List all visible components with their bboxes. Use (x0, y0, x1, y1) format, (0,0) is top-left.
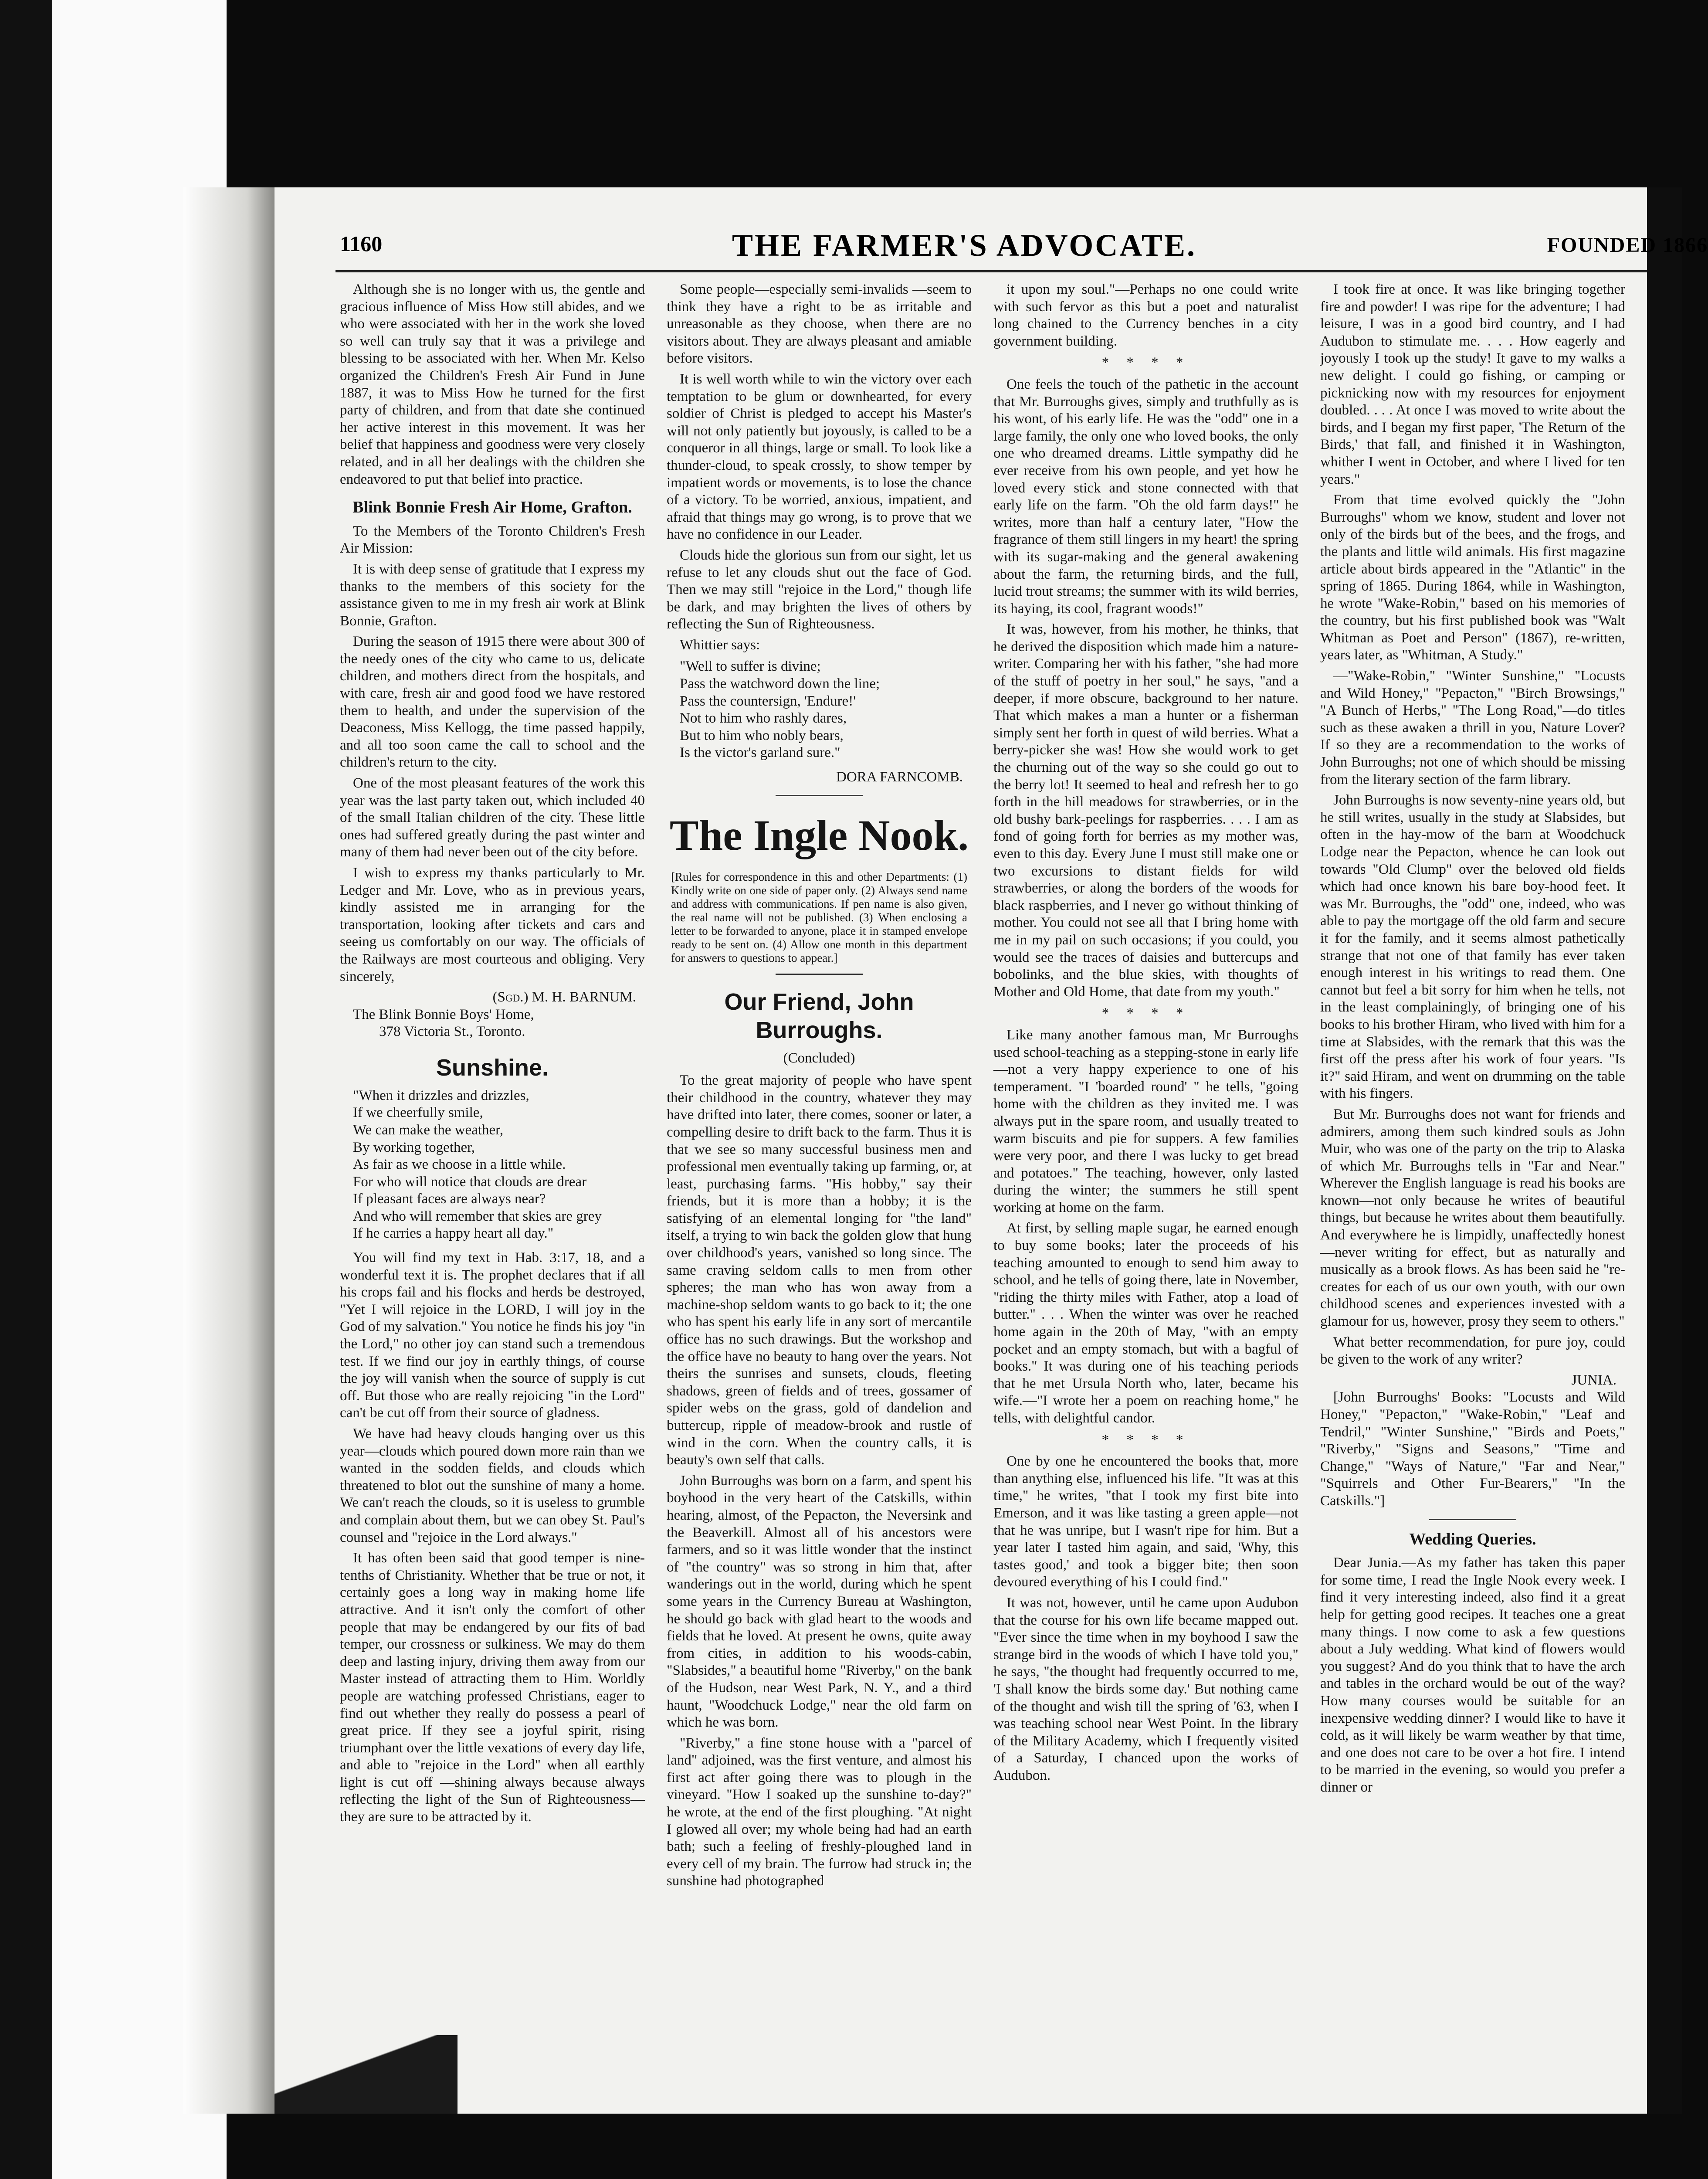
page-corner-shadow (274, 2035, 458, 2114)
column-2 (667, 281, 972, 1894)
founded-year: FOUNDED 1866 (1547, 234, 1708, 257)
paragraph: It has often been said that good temper is nine-tenths of Christianity. Whether that be true or not, it certainly goes a long way in making home life attractive. And it isn't only the comfort of other people that may be endangered by our fits of bad temper, our crossness or sulkiness. We may do them deep and lasting injury, driving them away from our Master instead of attracting them to Him. Worldly people are watching professed Christians, eager to find out whether they really do possess a pearl of great price. If they see a joyful spirit, rising triumphant over the little vexations of every day life, and able to "rejoice in the Lord" when all earthly light is cut off —shining always because always reflecting the light of the Sun of Righteousness—they are sure to be attracted by it. (340, 1550, 645, 1825)
paragraph: To the Members of the Toronto Children's Fresh Air Mission: (340, 523, 645, 557)
section-dots: * * * * (1101, 1005, 1190, 1022)
article-title: Our Friend, John Burroughs. (724, 988, 914, 1043)
paragraph: You will find my text in Hab. 3:17, 18, and a wonderful text it is. The prophet declares that if all his crops fail and his flocks and herds be destroyed, "Yet I will rejoice in the LORD, I will joy in the God of my salvation." You notice he finds his joy "in the Lord," no other joy can stand such a tremendous test. If we find our joy in earthly things, of course the joy will vanish when the source of supply is cut off. But those who are really rejoicing "in the Lord" can't be cut off from their source of gladness. (340, 1250, 645, 1421)
paragraph: At first, by selling maple sugar, he earned enough to buy some books; later the proceeds of his teaching amounted to enough to send him away to school, and he tells of going there, late in November, "riding the thirty miles with Father, atop a load of butter." . . . When the winter was over he reached home again in the 20th of May, "with an empty pocket and an empty stomach, but with a bagful of books." It was during one of his teaching periods that he met Ursula North who, later, became his wife.—"I wrote her a poem on reaching home," he tells, with delightful candor. (993, 1220, 1298, 1426)
paragraph: Clouds hide the glorious sun from our sight, let us refuse to let any clouds shut out the face of God. Then we may still "rejoice in the Lord," though life be dark, and may brighten the lives of others by reflecting the Sun of Righteousness. (667, 547, 972, 632)
paragraph: During the season of 1915 there were about 300 of the needy ones of the city who came to us, delicate children, and mothers direct from the hospitals, and with care, fresh air and good food we have restored them to health, and under the supervision of the Deaconess, Miss Kellogg, the time passed happily, and all too soon came the call to school and the children's return to the city. (340, 634, 645, 770)
paragraph: It is with deep sense of gratitude that I express my thanks to the members of this society for the assistance given to me in my fresh air work at Blink Bonnie, Grafton. (340, 561, 645, 629)
separator-rule (776, 795, 863, 796)
poem-line: Is the victor's garland sure." (680, 745, 840, 761)
poem-line: Pass the watchword down the line; (680, 676, 880, 692)
paragraph: One of the most pleasant features of the work this year was the last party taken out, which included 40 of the small Italian children of the city. These little ones had suffered greatly during the past winter and many of them had never been out of the city before. (340, 775, 645, 860)
poem-line: "Well to suffer is divine; (680, 658, 821, 675)
poem-line: And who will remember that skies are grey (353, 1208, 602, 1224)
paragraph: But Mr. Burroughs does not want for friends and admirers, among them such kindred souls as John Muir, who was one of the party on the trip to Alaska of which Mr. Burroughs tells in "Far and Near." Wherever the English language is read his books are known—not only because he writes of beautiful things, but because he writes about them beautifully. And everywhere he is limpidly, unaffectedly honest—never writing for effect, but as naturally and musically as a brook flows. As has been said he "re-creates for each of us our own youth, with our own childhood scenes and experiences invested with a glamour for us, however, prosy they seem to others." (1320, 1106, 1625, 1330)
separator-rule (776, 974, 863, 975)
poem-line: By working together, (353, 1139, 475, 1155)
poem (353, 1087, 645, 1242)
column-4 (1320, 281, 1625, 1799)
signature: JUNIA. (1571, 1372, 1616, 1388)
paragraph: Although she is no longer with us, the gentle and gracious influence of Miss How still abides, and we who were associated with her in the work she loved so well can truly say that it was a privilege and blessing to be associated with her. When Mr. Kelso organized the Children's Fresh Air Fund in June 1887, it was to Miss How he turned for the first party of children, and from that date she continued her active interest in this movement. It was her belief that happiness and goodness were very closely related, and in all her dealings with the children she endeavored to put that belief into practice. (340, 282, 645, 487)
paragraph: It is well worth while to win the victory over each temptation to be glum or downhearted, for every soldier of Christ is pledged to accept his Master's will not only patiently but joyously, is called to be a conqueror in all things, large or small. To look like a thunder-cloud, to speak crossly, to show temper by impatient words or movements, is to lose the chance of a victory. To be worried, anxious, impatient, and afraid that things may go wrong, is to prove that we have no confidence in our Leader. (667, 371, 972, 543)
paragraph: Like many another famous man, Mr Burroughs used school-teaching as a stepping-stone in early life—not a very happy experience to one of his temperament. "I 'boarded round' " he tells, "going home with the children as they invited me. I was always put in the spare room, and usually treated to warm biscuits and pie for suppers. A few families were very poor, and there I was lucky to get bread and potatoes." The teaching, however, only lasted during the winter; the summers he still spent working at home on the farm. (993, 1027, 1298, 1215)
poem-line: Not to him who rashly dares, (680, 710, 847, 726)
paragraph: One feels the touch of the pathetic in the account that Mr. Burroughs gives, simply and truthfully as is his wont, of his early life. He was the "odd" one in a large family, the only one who loved books, the only one who dreamed dreams. Little sympathy did he ever receive from his own people, and yet how he loved every stick and stone connected with that early life on the farm. "Oh the old farm days!" he writes, more than half a century later, "How the fragrance of them still lingers in my heart! the spring with its sugar-making and the general awakening about the farm, the returning birds, and the full, lucid trout streams; the summer with its wild berries, its haying, its cool, fragrant woods!" (993, 376, 1298, 617)
paragraph: "Riverby," a fine stone house with a "parcel of land" adjoined, was the first venture, and almost his first act after going there was to plough in the vineyard. "How I soaked up the sunshine to-day?" he wrote, at the end of the first ploughing. "At night I glowed all over; my whole being had had an earth bath; such a feeling of freshly-ploughed land in every cell of my brain. The furrow had struck in; the sunshine had photographed (667, 1735, 972, 1889)
paragraph: Whittier says: (680, 637, 760, 653)
paragraph: I took fire at once. It was like bringing together fire and powder! I was ripe for the adventure; I had leisure, I was in a good bird country, and I had Audubon to stimulate me. . . . How eagerly and joyously I took up the study! It gave to my walks a new delight. I could go fishing, or camping or picknicking now with my resources for enjoyment doubled. . . . At once I was moved to write about the birds, and I began my first paper, 'The Return of the Birds,' that fall, and finished it in Washington, whither I went in October, and where I lived for ten years." (1320, 282, 1625, 487)
ingle-nook-title: The Ingle Nook. (669, 811, 969, 859)
masthead-title: THE FARMER'S ADVOCATE. (732, 228, 1196, 263)
paragraph: From that time evolved quickly the "John Burroughs" whom we know, student and lover not only of the birds but of the bees, and the frogs, and the plants and little wild animals. His first magazine article about birds appeared in the "Atlantic" in the spring of 1865. During 1864, while in Washington, he wrote "Wake-Robin," based on his memories of the country, but his first published book was "Walt Whitman as Poet and Person" (1867), re-written, years later, as "Whitman, A Study." (1320, 492, 1625, 663)
paragraph: It was, however, from his mother, he thinks, that he derived the disposition which made him a nature-writer. Comparing her with his father, "she had more of the stuff of poetry in her soul," he says, "and a deeper, if more obscure, background to her nature. That which makes a man a hunter or a fisherman simply sent her forth in quest of wild berries. What a berry-picker she was! How she would work to get the churning out of the way so she could go out to the berry lot! It seemed to heal and refresh her to go forth in the hill meadows for strawberries, or in the old bushy bark-peelings for raspberries. . . . I am as fond of going forth for berries as my mother was, even to this day. Every June I must still make one or two excursions to distant fields for wild strawberries, or along the borders of the woods for black raspberries, and I never go without thinking of mother. You could not see all that I bring home with me in my pail on such occasions; if you could, you would see the traces of daisies and buttercups and bobolinks, and the blue skies, with thoughts of Mother and Old Home, that date from my youth." (993, 621, 1298, 1000)
poem-line: Pass the countersign, 'Endure!' (680, 693, 856, 709)
paragraph: John Burroughs is now seventy-nine years old, but he still writes, usually in the study at Slabsides, but often in the hay-mow of the barn at Woodchuck Lodge near the Pepacton, whence he can look out towards "Old Clump" over the beloved old fields which had once known his bare boy-hood feet. It was Mr. Burroughs, the "odd" one, indeed, who was able to pay the mortgage off the old farm and secure it for the family, and it seems almost pathetically strange that not one of that family has ever taken enough interest in his writings to read them. One cannot but feel a bit sorry for him when he tells, not in the least complainingly, of bringing one of his books to his brother Hiram, who lived with him for a time at Slabsides, with the remark that this was the first off the press after his work of four years. "Is it?" said Hiram, and went on drumming on the table with his fingers. (1320, 792, 1625, 1102)
paragraph: To the great majority of people who have spent their childhood in the country, whatever they may have drifted into later, there comes, sooner or later, a compelling desire to drift back to the farm. Thus it is that we see so many successful business men and professional men eventually taking up farming, or, at least, purchasing farms. "His hobby," say their friends, but it is more than a hobby; it is the satisfying of an elemental longing for "the land" itself, a trying to win back the golden glow that hung over childhood's years, vanished so long since. The same craving seldom calls to men from other spheres; the man who has won away from a machine-shop seldom wants to go back to it; the one who has spent his early life in any sort of mercantile office has no such drawings. But the workshop and the office have no beauty to hang over the years. Not theirs the sunrises and sunsets, clouds, fleeting shadows, green of fields and of trees, gossamer of spider webs on the grass, gold of dandelion and buttercup, ripple of meadow-brook and rustle of wind in the corn. When the country calls, it is beauty's own self that calls. (667, 1073, 972, 1468)
signature-address: 378 Victoria St., Toronto. (379, 1024, 525, 1040)
header-rule (336, 270, 1647, 272)
poem-line: We can make the weather, (353, 1122, 504, 1138)
page-header (340, 228, 1708, 270)
paragraph: One by one he encountered the books that, more than anything else, influenced his life. "It was at this time," he writes, "that I took my first bite into Emerson, and it was like tasting a green apple—not that he was unripe, but I wasn't ripe for him. But a year later I tasted him again, and said, 'Why, this tastes good,' and took a bigger bite; then soon devoured everything of his I could find." (993, 1453, 1298, 1590)
paragraph: It was not, however, until he came upon Audubon that the course for his own life became mapped out. "Ever since the time when in my boyhood I saw the strange bird in the woods of which I have told you," he says, "the thought had frequently occurred to me, 'I shall know the birds some day.' But nothing came of the thought and wish till the spring of '63, when I was teaching school near West Point. In the library of the Military Academy, which I frequently visited of a Saturday, I chanced upon the works of Audubon. (993, 1595, 1298, 1783)
paragraph: I wish to express my thanks particularly to Mr. Ledger and Mr. Love, who as in previous years, kindly assisted me in arranging for the transportation, looking after tickets and cars and seeing us comfortably on our way. The officials of the Railways are most courteous and obliging. Very sincerely, (340, 865, 645, 984)
section-heading: Blink Bonnie Fresh Air Home, Grafton. (352, 498, 632, 517)
paragraph: [John Burroughs' Books: "Locusts and Wild Honey," "Pepacton," "Wake-Robin," "Leaf and Tendril," "Winter Sunshine," "Birds and Poets," "Riverby," "Signs and Seasons," "Time and Change," "Ways of Nature," "Far and Near," "Squirrels and Other Fur-Bearers," "In the Catskills."] (1320, 1389, 1625, 1509)
poem-line: "When it drizzles and drizzles, (353, 1087, 529, 1103)
column-3 (993, 281, 1298, 1788)
section-dots: * * * * (1101, 1432, 1190, 1448)
poem-line: As fair as we choose in a little while. (353, 1157, 566, 1173)
scan-margin-dark (0, 0, 52, 2179)
signature: DORA FARNCOMB. (836, 769, 963, 785)
paragraph: Dear Junia.—As my father has taken this paper for some time, I read the Ingle Nook every week. I find it very interesting indeed, also find it a great help for getting good recipes. It teaches one a great many things. I now come to ask a few questions about a July wedding. What kind of flowers would you suggest? And do you think that to have the arch and tables in the orchard would be out of the way? How many courses would be suitable for an inexpensive wedding dinner? I would like to have it cold, as it will likely be warm weather by that time, and one does not care to be over a hot fire. I intend to be married in the evening, so would you prefer a dinner or (1320, 1555, 1625, 1795)
newspaper-page (183, 187, 1708, 2114)
correspondence-rules: [Rules for correspondence in this and other Departments: (1) Kindly write on one side of paper only. (2) Always send name and address with communications. If pen name is also given, the real name will not be published. (3) When enclosing a letter to be forwarded to anyone, place it in stamped envelope ready to be sent on. (4) Allow one month in this department for answers to questions to appear.] (671, 870, 967, 964)
article-subtitle: (Concluded) (783, 1050, 855, 1066)
poem (680, 658, 972, 762)
column-1 (340, 281, 645, 1829)
page-number: 1160 (340, 231, 383, 256)
paragraph: What better recommendation, for pure joy, could be given to the work of any writer? (1320, 1334, 1625, 1368)
paragraph: Some people—especially semi-invalids —seem to think they have a right to be as irritable and unreasonable as they choose, when there are no visitors about. They are always pleasant and amiable before visitors. (667, 282, 972, 367)
next-page-edge (1647, 187, 1682, 2114)
signature-address: The Blink Bonnie Boys' Home, (353, 1006, 534, 1022)
paragraph: —"Wake-Robin," "Winter Sunshine," "Locusts and Wild Honey," "Pepacton," "Birch Browsings," "A Bunch of Herbs," "The Long Road,"—do titles such as these awaken a thrill in you, Nature Lover? If so they are a recommendation to the works of John Burroughs; not one of which should be missing from the literary section of the farm library. (1320, 668, 1625, 787)
paragraph: it upon my soul."—Perhaps no one could write with such fervor as this but a poet and naturalist long chained to the Currency benches in a city government building. (993, 282, 1298, 349)
paragraph: John Burroughs was born on a farm, and spent his boyhood in the very heart of the Catskills, within hearing, almost, of the Pepacton, the Neversink and the Beaverkill. Almost all of his ancestors were farmers, and so it was little wonder that the instinct of "the country" was so strong in him that, after wanderings out in the world, during which he spent some years in the Currency Bureau at Washington, he should go back with glad heart to the woods and fields that he loved. At present he owns, quite away from cities, in addition to his woods-cabin, "Slabsides," a beautiful home "Riverby," on the bank of the Hudson, near West Park, N. Y., and a third haunt, "Woodchuck Lodge," near the old farm on which he was born. (667, 1473, 972, 1731)
poem-line: If we cheerfully smile, (353, 1105, 483, 1121)
signature: (Sgd.) M. H. BARNUM. (492, 989, 636, 1005)
section-dots: * * * * (1101, 355, 1190, 371)
paragraph: We have had heavy clouds hanging over us this year—clouds which poured down more rain than we wanted in the sodden fields, and clouds which threatened to blot out the sunshine of many a home. We can't reach the clouds, so it is useless to grumble and complain about them, but we can obey St. Paul's counsel and "rejoice in the Lord always." (340, 1426, 645, 1545)
page-gutter (183, 187, 274, 2114)
section-heading: Wedding Queries. (1409, 1530, 1536, 1548)
separator-rule (1429, 1519, 1516, 1520)
poem-line: But to him who nobly bears, (680, 727, 844, 743)
poem-line: If pleasant faces are always near? (353, 1191, 546, 1207)
sunshine-title: Sunshine. (436, 1054, 549, 1081)
poem-line: For who will notice that clouds are drear (353, 1174, 587, 1190)
poem-line: If he carries a happy heart all day." (353, 1225, 554, 1242)
